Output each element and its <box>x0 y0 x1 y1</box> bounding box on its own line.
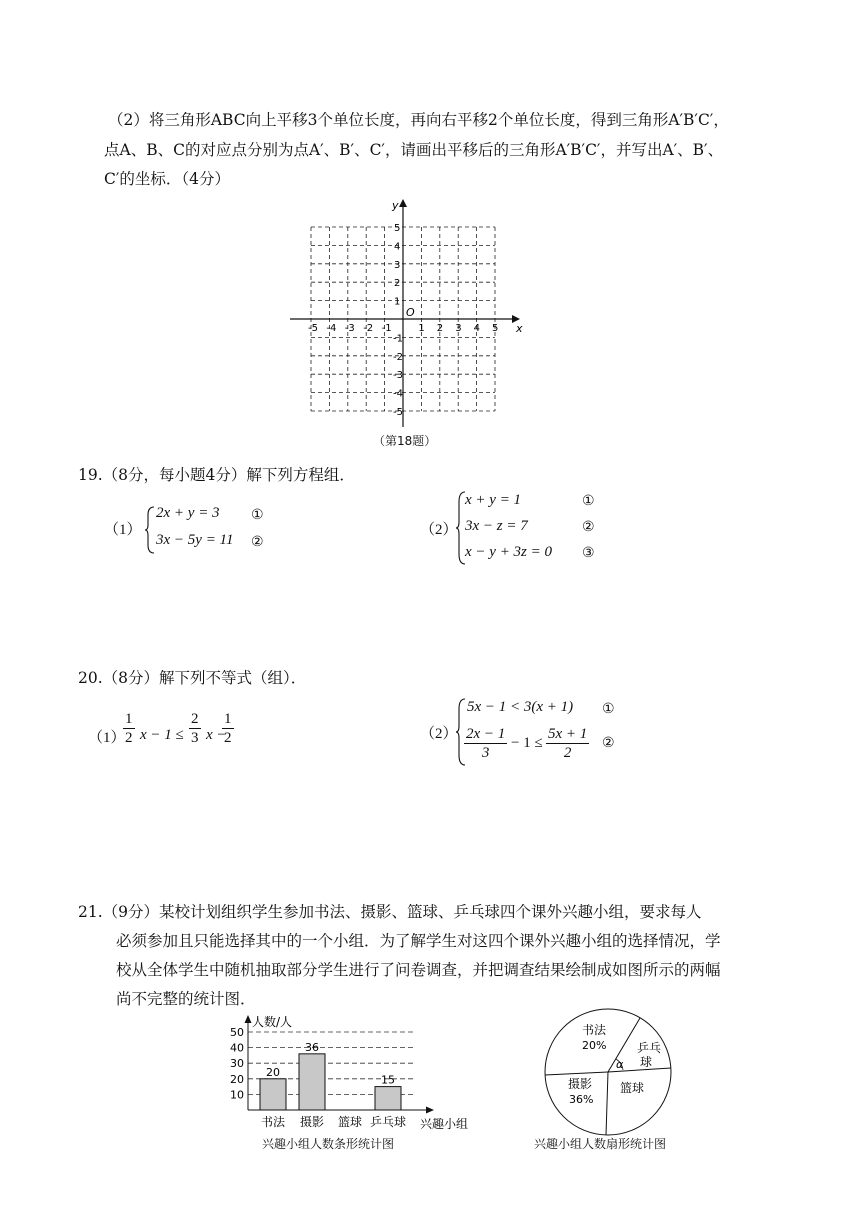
q20-p2-mark1: ① <box>602 701 615 717</box>
q19-p1-eq2: 3x − 5y = 11 <box>156 532 234 548</box>
q19-p2-eq1: x + y = 1 <box>465 492 522 508</box>
q20-p1-frac3-den: 2 <box>224 730 232 746</box>
q20-p2-frac2 <box>546 725 589 762</box>
q19-p1-brace <box>144 505 156 555</box>
q20-p1-frac1 <box>123 710 135 747</box>
bar-ytick-label: 10 <box>230 1088 244 1102</box>
q20-p1-frac2 <box>189 710 201 747</box>
bar-yticks <box>230 1026 244 1101</box>
bar-value-label: 36 <box>305 1040 319 1054</box>
q18-line3: C′的坐标．（4分） <box>104 170 230 188</box>
pie-label-tabletennis-1: 乒乓 <box>637 1041 662 1055</box>
q20-p2-label: （2） <box>420 726 458 742</box>
coordinate-grid <box>280 195 540 435</box>
q19-p1-mark2: ② <box>251 534 264 550</box>
bar-marks <box>260 1041 401 1110</box>
q19-p2-mark2: ② <box>582 519 595 535</box>
y-tick-label: -4 <box>393 388 403 400</box>
pie-alpha: α <box>616 1058 624 1071</box>
q20-p2-frac1-den: 3 <box>481 745 490 761</box>
bar-chart-caption: 兴趣小组人数条形统计图 <box>262 1137 395 1151</box>
bar <box>375 1087 401 1110</box>
q19-header: 19.（8分，每小题4分）解下列方程组． <box>78 466 355 484</box>
figure-18-caption: （第18题） <box>373 434 437 448</box>
y-tick-label: -3 <box>393 370 403 382</box>
bar-category-label: 书法 <box>260 1115 286 1129</box>
y-tick-label: -5 <box>393 407 403 418</box>
bar-ylabel: 人数/人 <box>252 1015 293 1029</box>
bar <box>299 1054 325 1110</box>
pie-label-tabletennis-2: 球 <box>640 1055 653 1069</box>
bar-value-label: 20 <box>266 1065 280 1079</box>
pie-label-calligraphy: 书法 <box>582 1023 607 1037</box>
bar-ytick-label: 20 <box>230 1072 244 1086</box>
bar-category-label: 乒乓球 <box>369 1115 407 1129</box>
x-tick-label: -3 <box>344 323 355 334</box>
q20-p2-mark2: ② <box>602 735 615 751</box>
pie-pct-calligraphy: 20% <box>582 1039 607 1052</box>
q18-line2: 点A、B、C的对应点分别为点A′、B′、C′，请画出平移后的三角形A′B′C′，并写出A′、B′、 <box>104 141 724 159</box>
q19-p1-eq1: 2x + y = 3 <box>156 505 220 521</box>
bar-category-label: 摄影 <box>299 1115 325 1129</box>
q20-p2-eq1: 5x − 1 < 3(x + 1) <box>467 699 574 715</box>
x-tick-label: 1 <box>418 323 425 334</box>
q20-p2-frac2-num: 5x + 1 <box>548 726 588 742</box>
y-axis-label: y <box>392 199 399 212</box>
q20-p1-tail: x − <box>206 727 227 743</box>
q18-line1: （2）将三角形ABC向上平移3个单位长度，再向右平移2个单位长度，得到三角形A′B′C′， <box>108 111 729 129</box>
q19-p1-label: （1） <box>104 522 142 538</box>
q20-p1-frac3 <box>222 710 234 747</box>
bar-xlabel: 兴趣小组 <box>420 1117 469 1131</box>
bar <box>260 1079 286 1110</box>
q20-p1-frac2-den: 3 <box>191 730 199 746</box>
x-tick-label: -1 <box>381 323 392 334</box>
q20-p1-label: （1） <box>88 730 126 746</box>
x-tick-label: 2 <box>436 323 444 334</box>
bar-chart <box>224 1012 484 1132</box>
x-tick-label: 3 <box>455 323 462 334</box>
q20-p1-frac1-num: 1 <box>125 711 133 727</box>
bar-categories <box>261 1114 406 1129</box>
pie-pct-photography: 36% <box>569 1093 594 1106</box>
q21-line4: 尚不完整的统计图． <box>116 990 256 1008</box>
pie-label-basketball: 篮球 <box>620 1081 645 1095</box>
q20-p2-frac1 <box>464 725 507 762</box>
pie-chart-caption: 兴趣小组人数扇形统计图 <box>534 1137 667 1151</box>
q20-p2-mid: − 1 ≤ <box>511 735 543 751</box>
x-tick-label: 5 <box>492 323 499 334</box>
q21-line3: 校从全体学生中随机抽取部分学生进行了问卷调查，并把调查结果绘制成如图所示的两幅 <box>116 961 721 979</box>
q19-p2-label: （2） <box>420 522 458 538</box>
x-axis-label: x <box>516 322 523 335</box>
q21-line2: 必须参加且只能选择其中的一个小组．为了解学生对这四个课外兴趣小组的选择情况，学 <box>116 932 721 950</box>
pie-label-photography: 摄影 <box>568 1077 593 1091</box>
q19-p2-eq3: x − y + 3z = 0 <box>465 544 553 560</box>
q21-line1: 21.（9分）某校计划组织学生参加书法、摄影、篮球、乒乓球四个课外兴趣小组，要求每人 <box>78 903 702 921</box>
q19-p2-mark1: ① <box>582 493 595 509</box>
y-tick-label: 1 <box>394 296 401 308</box>
q20-header: 20.（8分）解下列不等式（组）． <box>78 669 307 687</box>
y-tick-label: -2 <box>393 351 403 363</box>
y-tick-labels <box>393 223 403 418</box>
origin-label: O <box>406 306 415 319</box>
y-tick-label: 4 <box>394 241 401 253</box>
bar-ytick-label: 30 <box>230 1057 244 1071</box>
bar-category-label: 篮球 <box>337 1115 363 1129</box>
bar-ytick-label: 40 <box>230 1041 244 1055</box>
q20-p1-mid: x − 1 ≤ <box>140 727 184 743</box>
q20-p1-frac2-num: 2 <box>191 711 199 727</box>
q20-p1-frac1-den: 2 <box>125 730 133 746</box>
y-tick-label: 3 <box>394 259 401 271</box>
q20-p2-frac1-num: 2x − 1 <box>466 726 506 742</box>
q20-p1-frac3-num: 1 <box>224 711 232 727</box>
q20-p2-frac2-den: 2 <box>563 745 572 761</box>
x-tick-label: -4 <box>326 323 337 334</box>
q19-p2-mark3: ③ <box>582 545 595 561</box>
q19-p2-eq2: 3x − z = 7 <box>465 518 528 534</box>
y-tick-label: 5 <box>394 223 401 234</box>
x-tick-label: -5 <box>308 323 318 334</box>
pie-chart <box>536 1008 686 1138</box>
bar-value-label: 15 <box>381 1073 395 1087</box>
y-tick-label: 2 <box>394 278 401 290</box>
x-tick-label: 4 <box>473 323 480 334</box>
q19-p1-mark1: ① <box>251 507 264 523</box>
x-tick-label: -2 <box>363 323 374 334</box>
y-tick-label: -1 <box>393 333 403 345</box>
bar-ytick-label: 50 <box>230 1026 244 1039</box>
